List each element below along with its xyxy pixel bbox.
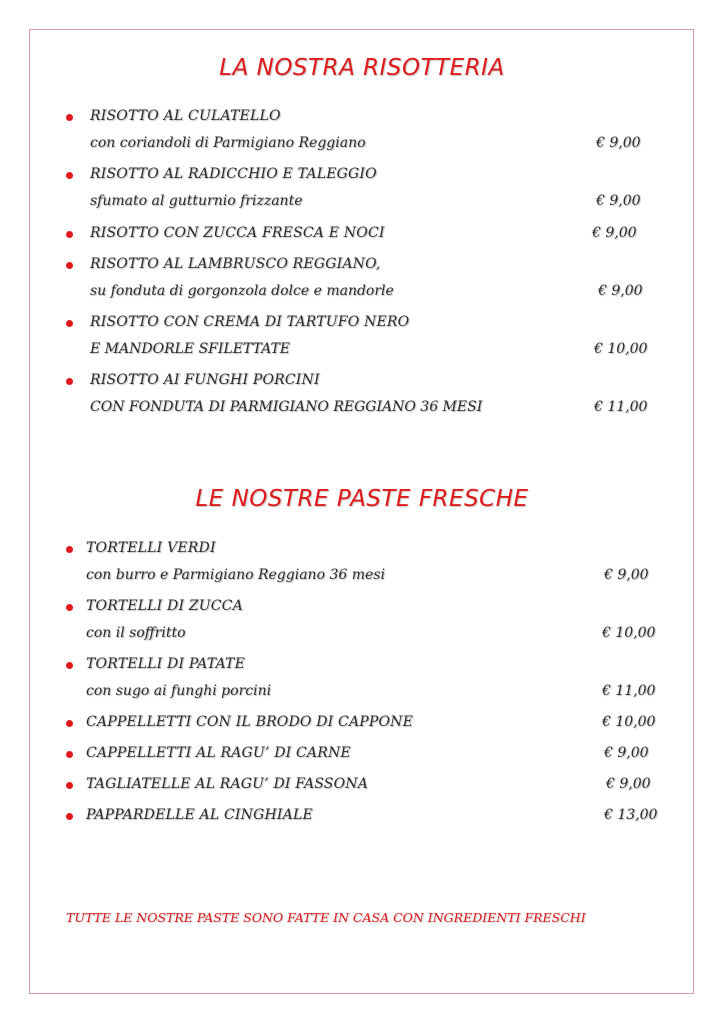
- item-description: con sugo ai funghi porcini: [86, 683, 272, 699]
- item-price: € 9,00: [596, 193, 641, 209]
- item-name: RISOTTO AI FUNGHI PORCINI: [90, 372, 320, 388]
- bullet-icon: [66, 114, 73, 121]
- bullet-icon: [66, 320, 73, 327]
- bullet-icon: [66, 662, 73, 669]
- item-name: TORTELLI DI ZUCCA: [86, 598, 243, 614]
- item-name: RISOTTO CON ZUCCA FRESCA E NOCI: [90, 225, 385, 241]
- item-description: sfumato al gutturnio frizzante: [90, 193, 303, 209]
- item-description: E MANDORLE SFILETTATE: [90, 341, 290, 357]
- item-name: RISOTTO AL CULATELLO: [90, 108, 281, 124]
- item-name: RISOTTO CON CREMA DI TARTUFO NERO: [90, 314, 410, 330]
- item-price: € 13,00: [604, 807, 658, 823]
- bullet-icon: [66, 231, 73, 238]
- bullet-icon: [66, 262, 73, 269]
- item-price: € 11,00: [594, 399, 648, 415]
- bullet-icon: [66, 378, 73, 385]
- item-price: € 9,00: [596, 135, 641, 151]
- section-title-risotteria: LA NOSTRA RISOTTERIA: [219, 55, 505, 81]
- bullet-icon: [66, 720, 73, 727]
- section-title-paste-fresche: LE NOSTRE PASTE FRESCHE: [195, 486, 529, 512]
- item-name: CAPPELLETTI AL RAGU’ DI CARNE: [86, 745, 351, 761]
- bullet-icon: [66, 172, 73, 179]
- item-name: PAPPARDELLE AL CINGHIALE: [86, 807, 313, 823]
- item-price: € 10,00: [602, 625, 656, 641]
- item-price: € 9,00: [606, 776, 651, 792]
- item-name: TAGLIATELLE AL RAGU’ DI FASSONA: [86, 776, 369, 792]
- item-description: con burro e Parmigiano Reggiano 36 mesi: [86, 567, 385, 583]
- item-name: TORTELLI VERDI: [86, 540, 216, 556]
- item-description: con coriandoli di Parmigiano Reggiano: [90, 135, 366, 151]
- footnote: TUTTE LE NOSTRE PASTE SONO FATTE IN CASA CON INGREDIENTI FRESCHI: [66, 910, 586, 925]
- bullet-icon: [66, 751, 73, 758]
- item-price: € 9,00: [592, 225, 637, 241]
- item-price: € 10,00: [594, 341, 648, 357]
- item-name: RISOTTO AL RADICCHIO E TALEGGIO: [90, 166, 377, 182]
- item-description: CON FONDUTA DI PARMIGIANO REGGIANO 36 MESI: [90, 399, 483, 415]
- item-description: con il soffritto: [86, 625, 186, 641]
- item-price: € 9,00: [604, 745, 649, 761]
- item-name: RISOTTO AL LAMBRUSCO REGGIANO,: [90, 256, 381, 272]
- item-name: TORTELLI DI PATATE: [86, 656, 246, 672]
- bullet-icon: [66, 546, 73, 553]
- item-name: CAPPELLETTI CON IL BRODO DI CAPPONE: [86, 714, 414, 730]
- item-price: € 9,00: [598, 283, 643, 299]
- bullet-icon: [66, 604, 73, 611]
- item-price: € 11,00: [602, 683, 656, 699]
- bullet-icon: [66, 782, 73, 789]
- item-price: € 9,00: [604, 567, 649, 583]
- item-price: € 10,00: [602, 714, 656, 730]
- item-description: su fonduta di gorgonzola dolce e mandorle: [90, 283, 394, 299]
- bullet-icon: [66, 813, 73, 820]
